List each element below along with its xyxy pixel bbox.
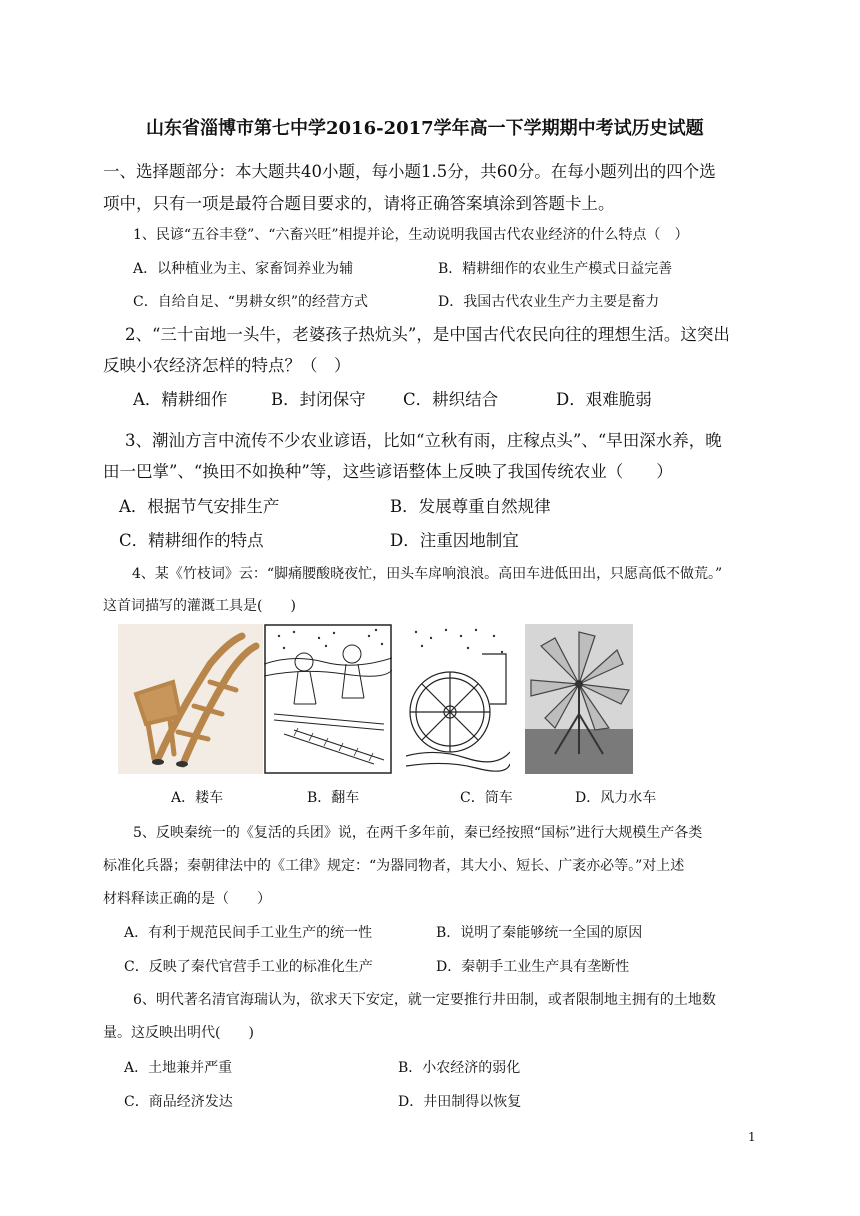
question-1-option-c: C．自给自足、“男耕女织”的经营方式 (133, 294, 369, 310)
question-4-stem-line-2: 这首词描写的灌溉工具是( ) (103, 598, 296, 614)
question-2-option-a: A．精耕细作 (133, 390, 228, 409)
question-5-option-a: A．有利于规范民间手工业生产的统一性 (124, 925, 373, 941)
question-3-stem-line-2: 田一巴掌”、“换田不如换种”等，这些谚语整体上反映了我国传统农业（ ） (103, 462, 673, 481)
question-5-option-b: B．说明了秦能够统一全国的原因 (436, 925, 643, 941)
question-5-stem-line-1: 5、反映秦统一的《复活的兵团》说，在两千多年前，秦已经按照“国标”进行大规模生产各类 (133, 825, 703, 841)
question-6-option-b: B．小农经济的弱化 (398, 1060, 521, 1076)
question-2-option-b: B．封闭保守 (271, 390, 366, 409)
question-6-stem-line-2: 量。这反映出明代( ) (103, 1025, 254, 1041)
question-6-option-a: A．土地兼并严重 (124, 1060, 233, 1076)
irrigation-tools-images (118, 624, 638, 774)
question-5-option-d: D．秦朝手工业生产具有垄断性 (436, 959, 630, 975)
question-3-option-b: B．发展尊重自然规律 (390, 497, 551, 516)
page-number: 1 (748, 1130, 756, 1144)
question-3-stem-line-1: 3、潮汕方言中流传不少农业谚语，比如“立秋有雨，庄稼点头”、“早田深水养，晚 (125, 431, 722, 450)
chain-pump-woodcut-image (264, 624, 392, 774)
question-1-option-d: D．我国古代农业生产力主要是畜力 (438, 294, 660, 310)
question-4-option-b: B．翻车 (307, 790, 360, 806)
question-3-option-a: A．根据节气安排生产 (119, 497, 280, 516)
question-6-option-c: C．商品经济发达 (124, 1094, 233, 1110)
wind-water-wheel-image (525, 624, 633, 774)
question-5-stem-line-2: 标准化兵器；秦朝律法中的《工律》规定：“为器同物者，其大小、短长、广袤亦必等。”对上述 (103, 858, 685, 874)
question-2-stem-line-1: 2、“三十亩地一头牛，老婆孩子热炕头”，是中国古代农民向往的理想生活。这突出 (125, 325, 730, 344)
seed-drill-image (118, 624, 263, 774)
page-title: 山东省淄博市第七中学2016-2017学年高一下学期期中考试历史试题 (146, 118, 704, 139)
question-4-option-d: D．风力水车 (575, 790, 657, 806)
question-6-option-d: D．井田制得以恢复 (398, 1094, 522, 1110)
question-5-option-c: C．反映了秦代官营手工业的标准化生产 (124, 959, 373, 975)
question-3-option-c: C．精耕细作的特点 (119, 531, 264, 550)
section-instructions-line-2: 项中，只有一项是最符合题目要求的，请将正确答案填涂到答题卡上。 (103, 194, 615, 213)
question-2-option-d: D．艰难脆弱 (556, 390, 652, 409)
question-4-stem-line-1: 4、某《竹枝词》云：“脚痛腰酸晓夜忙，田头车戽响浪浪。高田车进低田出，只愿高低不做荒。” (132, 566, 723, 582)
section-instructions-line-1: 一、选择题部分：本大题共40小题，每小题1.5分，共60分。在每小题列出的四个选 (103, 162, 716, 181)
question-1-option-a: A．以种植业为主、家畜饲养业为辅 (133, 261, 354, 277)
question-2-option-c: C．耕织结合 (403, 390, 499, 409)
question-1-option-b: B．精耕细作的农业生产模式日益完善 (438, 261, 673, 277)
question-4-option-c: C．筒车 (460, 790, 513, 806)
tube-wheel-woodcut-image (406, 624, 510, 774)
question-5-stem-line-3: 材料释读正确的是（ ） (103, 891, 271, 907)
question-4-option-a: A．耧车 (171, 790, 224, 806)
question-6-stem-line-1: 6、明代著名清官海瑞认为，欲求天下安定，就一定要推行井田制，或者限制地主拥有的土地数 (133, 992, 716, 1008)
question-3-option-d: D．注重因地制宜 (390, 531, 519, 550)
question-2-stem-line-2: 反映小农经济怎样的特点？（ ） (103, 356, 351, 375)
question-1-stem: 1、民谚“五谷丰登”、“六畜兴旺”相提并论，生动说明我国古代农业经济的什么特点（ ） (133, 227, 689, 243)
